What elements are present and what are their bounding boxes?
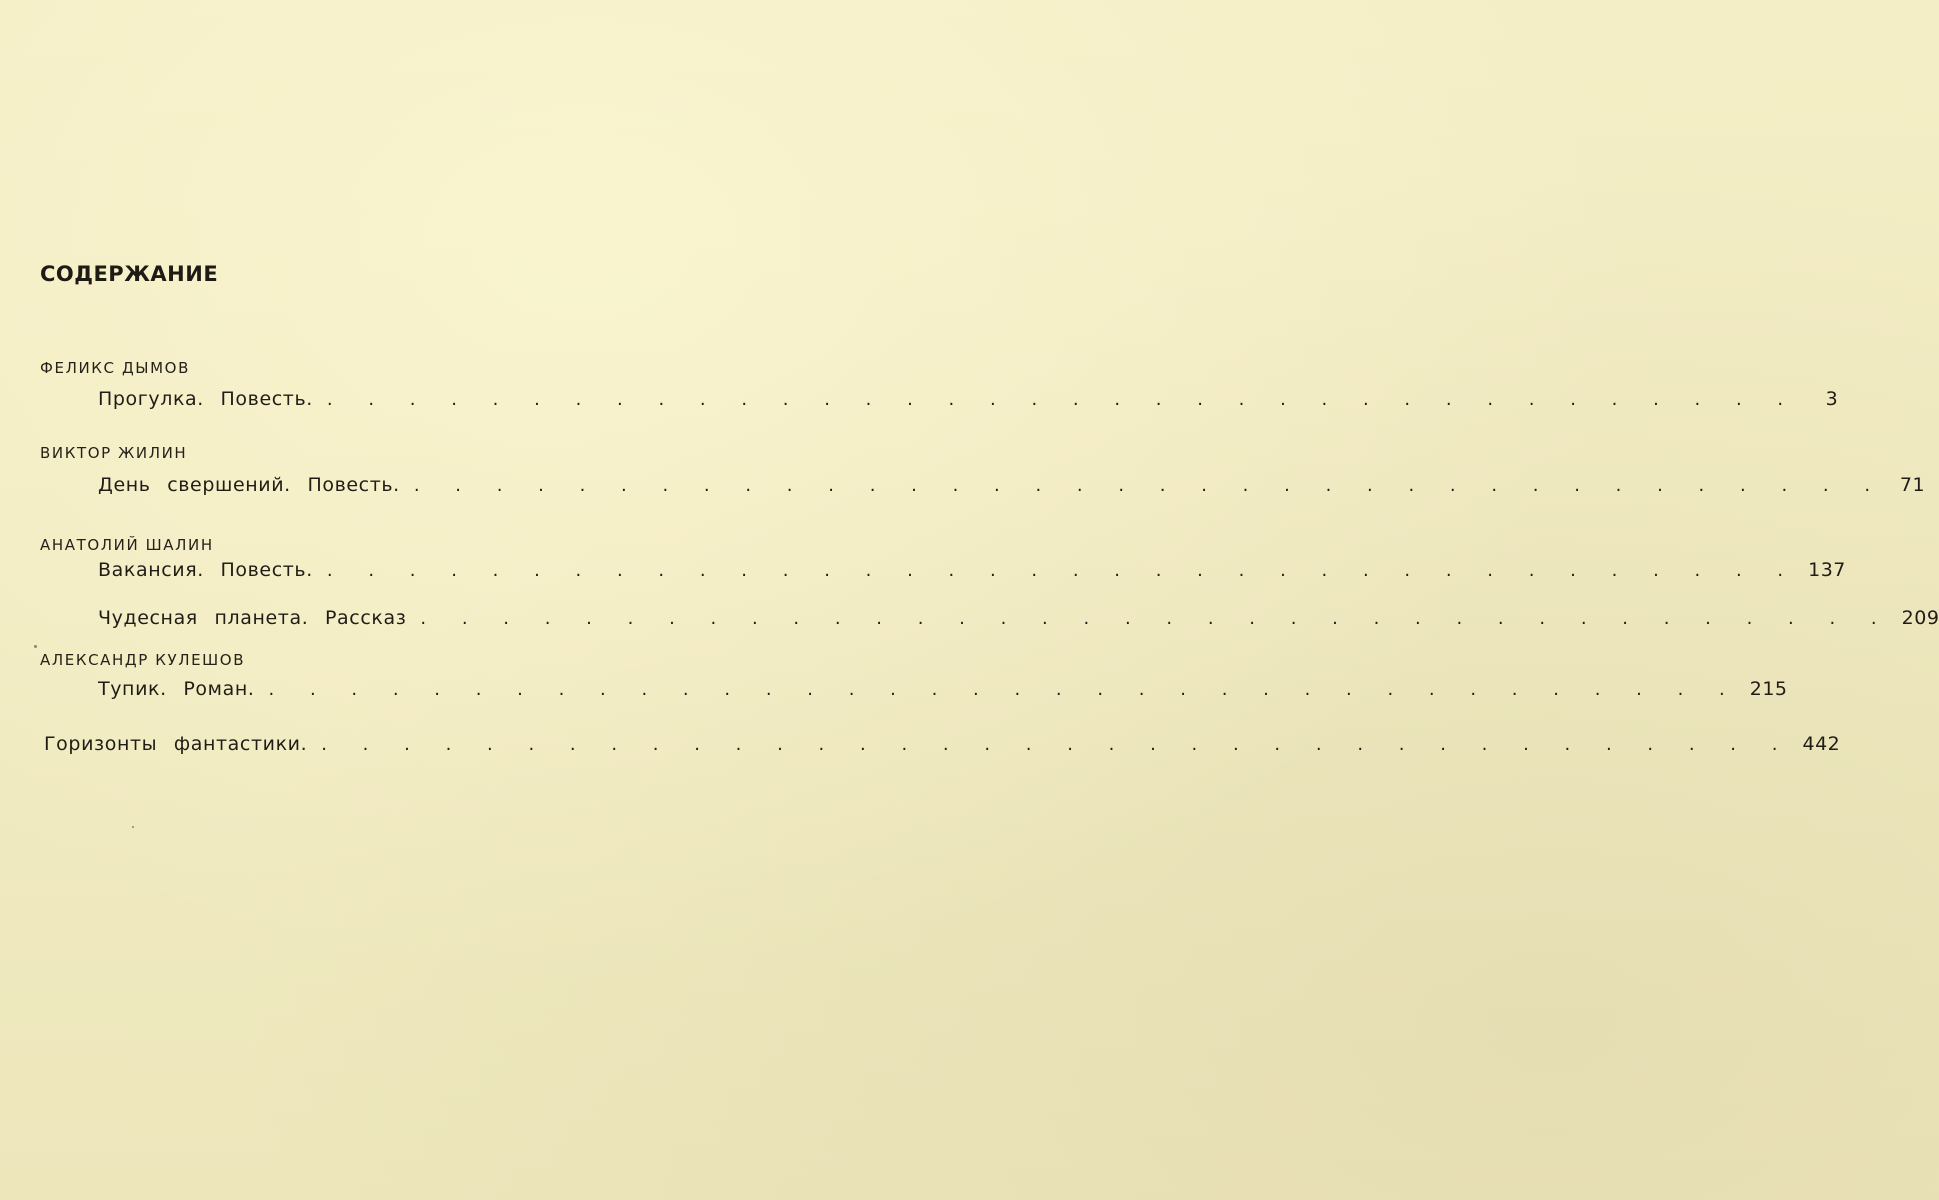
toc-entry-afterword — [44, 733, 1841, 763]
entry-page-number: 442 — [1802, 733, 1841, 755]
toc-entry — [98, 388, 1839, 418]
toc-entry — [98, 474, 1926, 504]
entry-title: Прогулка. Повесть. — [98, 388, 313, 410]
author-name: АНАТОЛИЙ ШАЛИН — [40, 536, 214, 554]
entry-page-number: 137 — [1808, 559, 1846, 581]
paper-speck — [132, 826, 134, 828]
paper-speck — [34, 645, 37, 648]
toc-entry — [98, 678, 1788, 708]
dot-leader: . . . . . . . . . . . . . . . . . . . . . . . . . . . . . . . . . . . . — [268, 679, 1740, 700]
dot-leader: . . . . . . . . . . . . . . . . . . . . . . . . . . . . . . . . . . . . — [326, 389, 1799, 410]
author-name: ВИКТОР ЖИЛИН — [40, 444, 188, 462]
entry-page-number: 209 — [1901, 607, 1939, 629]
entry-title: Чудесная планета. Рассказ — [98, 607, 407, 629]
author-name: ФЕЛИКС ДЫМОВ — [40, 359, 190, 377]
toc-entry — [98, 607, 1939, 637]
entry-page-number: 215 — [1749, 678, 1788, 700]
entry-title: Вакансия. Повесть. — [98, 559, 313, 581]
toc-entry — [98, 559, 1846, 589]
page-title: СОДЕРЖАНИЕ — [40, 262, 219, 286]
dot-leader: . . . . . . . . . . . . . . . . . . . . . . . . . . . . . . . . . . . . — [321, 734, 1793, 755]
entry-page-number: 3 — [1825, 388, 1839, 410]
dot-leader: . . . . . . . . . . . . . . . . . . . . . . . . . . . . . . . . . . . . — [326, 560, 1799, 581]
dot-leader: . . . . . . . . . . . . . . . . . . . . . . . . . . . . . . . . . . . . — [413, 475, 1886, 496]
author-name: АЛЕКСАНДР КУЛЕШОВ — [40, 651, 246, 669]
entry-page-number: 71 — [1899, 474, 1926, 496]
dot-leader: . . . . . . . . . . . . . . . . . . . . . . . . . . . . . . . . . . . . — [420, 608, 1892, 629]
entry-title: Горизонты фантастики. — [44, 733, 308, 755]
entry-title: День свершений. Повесть. — [98, 474, 400, 496]
entry-title: Тупик. Роман. — [98, 678, 255, 700]
